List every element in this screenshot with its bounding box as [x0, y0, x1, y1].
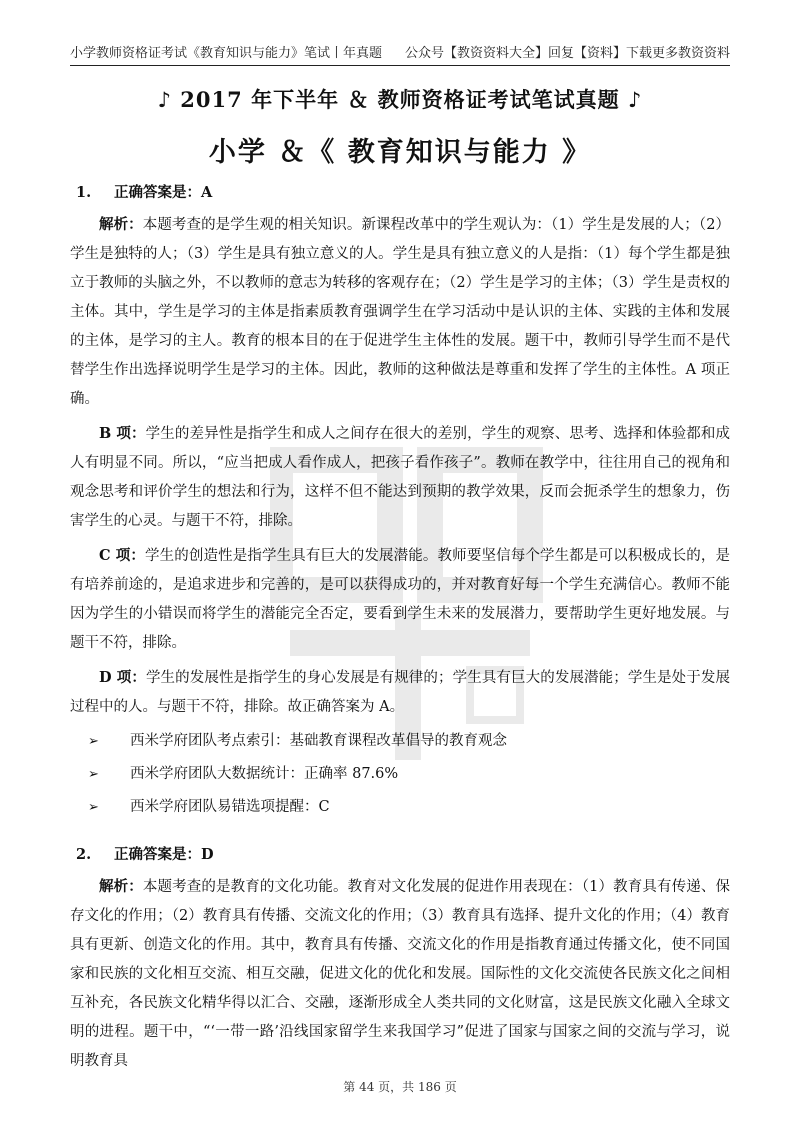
- question-2-heading: [76, 840, 730, 869]
- option-d-explanation: [70, 663, 730, 722]
- question-1-heading: [76, 178, 730, 207]
- header-left-text: 小学教师资格证考试《教育知识与能力》笔试丨年真题: [70, 46, 383, 61]
- option-b-label: B 项：: [99, 425, 146, 442]
- option-c-explanation: [70, 541, 730, 658]
- question-2-analysis: [70, 872, 730, 1076]
- list-item: [70, 760, 730, 789]
- page-number: 第 44 页，共 186 页: [343, 1080, 457, 1094]
- question-1-number: 1.: [76, 184, 92, 201]
- bullet-text: 西米学府团队大数据统计：正确率 87.6%: [130, 766, 399, 782]
- option-b-explanation: [70, 419, 730, 536]
- header-right-text: 公众号【教资资料大全】回复【资料】下载更多教资资料: [404, 46, 730, 61]
- question-1-answer: 正确答案是：A: [114, 184, 213, 201]
- option-c-text: 学生的创造性是指学生具有巨大的发展潜能。教师要坚信每个学生都是可以积极成长的，是有培养前途的，是追求进步和完善的，是可以获得成功的，并对教育好每一个学生充满信心。教师不能因为学生的小错误而将学生的潜能完全否定，要看到学生未来的发展潜力，要帮助学生更好地发展。与题干不符，排除。: [70, 548, 731, 651]
- bullet-text: 西米学府团队考点索引：基础教育课程改革倡导的教育观念: [130, 733, 507, 749]
- analysis-text: 本题考查的是教育的文化功能。教育对文化发展的促进作用表现在：（1）教育具有传递、保存文化的作用；（2）教育具有传播、交流文化的作用；（3）教育具有选择、提升文化的作用；（4）教育具有更新、创造文化的作用。其中，教育具有传播、交流文化的作用是指教育通过传播文化，使不同国家和民族的文化相互交流、相互交融，促进文化的优化和发展。国际性的文化交流使各民族文化之间相互补充，各民族文化精华得以汇合、交融，逐渐形成全人类共同的文化财富，这是民族文化融入全球文明的进程。题干中，“‘一带一路’沿线国家留学生来我国学习”促进了国家与国家之间的交流与学习，说明教育具: [70, 879, 730, 1069]
- arrow-bullet-icon: ➢: [88, 800, 99, 815]
- option-c-label: C 项：: [99, 547, 145, 564]
- analysis-label: 解析：: [99, 216, 143, 233]
- question-2-number: 2.: [76, 846, 92, 863]
- list-item: [70, 727, 730, 756]
- document-body: [70, 178, 730, 1081]
- option-d-label: D 项：: [99, 669, 146, 686]
- arrow-bullet-icon: ➢: [88, 734, 99, 749]
- list-item: [70, 793, 730, 822]
- option-b-text: 学生的差异性是指学生和成人之间存在很大的差别，学生的观察、思考、选择和体验都和成人有明显不同。所以，“应当把成人看作成人，把孩子看作孩子”。教师在教学中，往往用自己的视角和观念思考和评价学生的想法和行为，这样不但不能达到预期的教学效果，反而会扼杀学生的想象力，伤害学生的心灵。与题干不符，排除。: [70, 426, 730, 529]
- analysis-text: 本题考查的是学生观的相关知识。新课程改革中的学生观认为：（1）学生是发展的人；（2）学生是独特的人；（3）学生是具有独立意义的人。学生是具有独立意义的人是指：（1）每个学生都是独立于教师的头脑之外，不以教师的意志为转移的客观存在；（2）学生是学习的主体；（3）学生是责权的主体。其中，学生是学习的主体是指素质教育强调学生在学习活动中是认识的主体、实践的主体和发展的主体，是学习的主人。教育的根本目的在于促进学生主体性的发展。题干中，教师引导学生而不是代替学生作出选择说明学生是学习的主体。因此，教师的这种做法是尊重和发挥了学生的主体性。A 项正确。: [70, 217, 731, 407]
- arrow-bullet-icon: ➢: [88, 767, 99, 782]
- page-header: [70, 28, 730, 66]
- question-1-analysis: [70, 210, 730, 414]
- page-subtitle: 小学 ＆《 教育知识与能力 》: [208, 137, 592, 168]
- analysis-label: 解析：: [99, 878, 143, 895]
- bullet-text: 西米学府团队易错选项提醒：C: [130, 799, 330, 815]
- page-title: ♪ 2017 年下半年 ＆ 教师资格证考试笔试真题 ♪: [157, 87, 643, 112]
- question-2-answer: 正确答案是：D: [114, 846, 214, 863]
- option-d-text: 学生的发展性是指学生的身心发展是有规律的；学生具有巨大的发展潜能；学生是处于发展过程中的人。与题干不符，排除。故正确答案为 A。: [70, 670, 730, 715]
